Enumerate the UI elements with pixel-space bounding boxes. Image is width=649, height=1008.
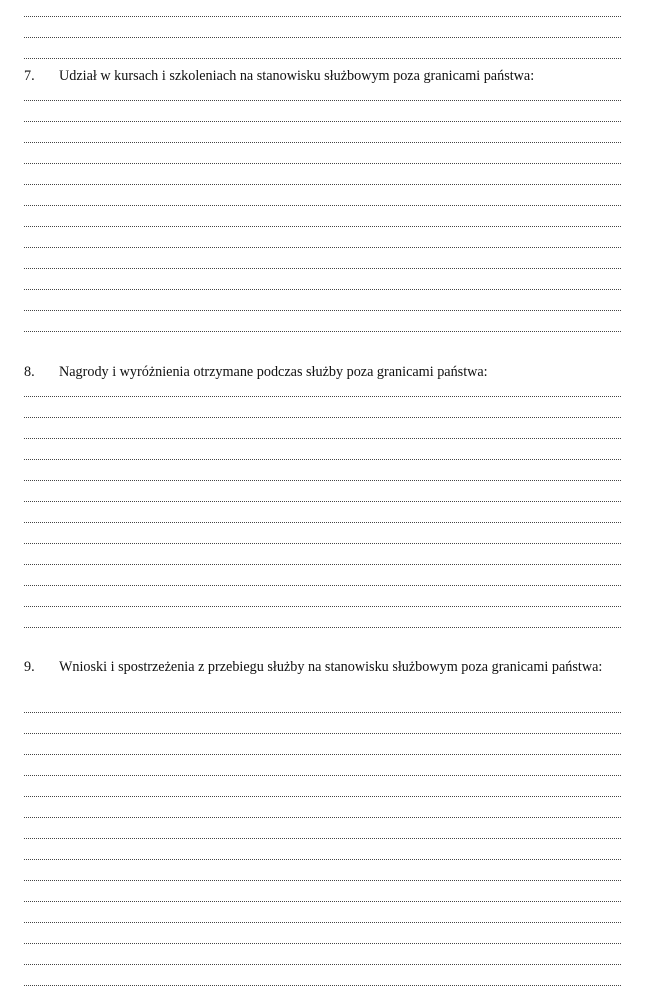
answer-line[interactable] bbox=[24, 16, 621, 17]
answer-line[interactable] bbox=[24, 522, 621, 523]
answer-line[interactable] bbox=[24, 964, 621, 965]
answer-line[interactable] bbox=[24, 627, 621, 628]
answer-line[interactable] bbox=[24, 564, 621, 565]
answer-line[interactable] bbox=[24, 922, 621, 923]
answer-line[interactable] bbox=[24, 796, 621, 797]
answer-line[interactable] bbox=[24, 985, 621, 986]
answer-line[interactable] bbox=[24, 37, 621, 38]
answer-line[interactable] bbox=[24, 859, 621, 860]
answer-line[interactable] bbox=[24, 417, 621, 418]
section-number: 7. bbox=[24, 68, 35, 84]
section-title: Wnioski i spostrzeżenia z przebiegu służby na stanowisku służbowym poza granicami państwa: bbox=[59, 659, 603, 675]
section-number: 9. bbox=[24, 659, 35, 675]
answer-line[interactable] bbox=[24, 838, 621, 839]
answer-line[interactable] bbox=[24, 268, 621, 269]
answer-line[interactable] bbox=[24, 880, 621, 881]
answer-line[interactable] bbox=[24, 733, 621, 734]
section-title: Nagrody i wyróżnienia otrzymane podczas służby poza granicami państwa: bbox=[59, 364, 488, 380]
answer-line[interactable] bbox=[24, 585, 621, 586]
answer-line[interactable] bbox=[24, 754, 621, 755]
answer-line[interactable] bbox=[24, 817, 621, 818]
section-9-heading bbox=[24, 657, 624, 701]
answer-line[interactable] bbox=[24, 459, 621, 460]
answer-line[interactable] bbox=[24, 501, 621, 502]
answer-line[interactable] bbox=[24, 247, 621, 248]
section-number: 8. bbox=[24, 364, 35, 380]
answer-line[interactable] bbox=[24, 606, 621, 607]
answer-line[interactable] bbox=[24, 226, 621, 227]
answer-line[interactable] bbox=[24, 205, 621, 206]
answer-line[interactable] bbox=[24, 184, 621, 185]
answer-line[interactable] bbox=[24, 289, 621, 290]
answer-line[interactable] bbox=[24, 943, 621, 944]
answer-line[interactable] bbox=[24, 775, 621, 776]
answer-line[interactable] bbox=[24, 438, 621, 439]
answer-line[interactable] bbox=[24, 396, 621, 397]
answer-line[interactable] bbox=[24, 480, 621, 481]
answer-line[interactable] bbox=[24, 142, 621, 143]
answer-line[interactable] bbox=[24, 121, 621, 122]
answer-line[interactable] bbox=[24, 901, 621, 902]
section-title: Udział w kursach i szkoleniach na stanowisku służbowym poza granicami państwa: bbox=[59, 68, 535, 84]
answer-line[interactable] bbox=[24, 543, 621, 544]
answer-line[interactable] bbox=[24, 58, 621, 59]
answer-line[interactable] bbox=[24, 163, 621, 164]
answer-line[interactable] bbox=[24, 310, 621, 311]
answer-line[interactable] bbox=[24, 712, 621, 713]
answer-line[interactable] bbox=[24, 100, 621, 101]
answer-line[interactable] bbox=[24, 331, 621, 332]
